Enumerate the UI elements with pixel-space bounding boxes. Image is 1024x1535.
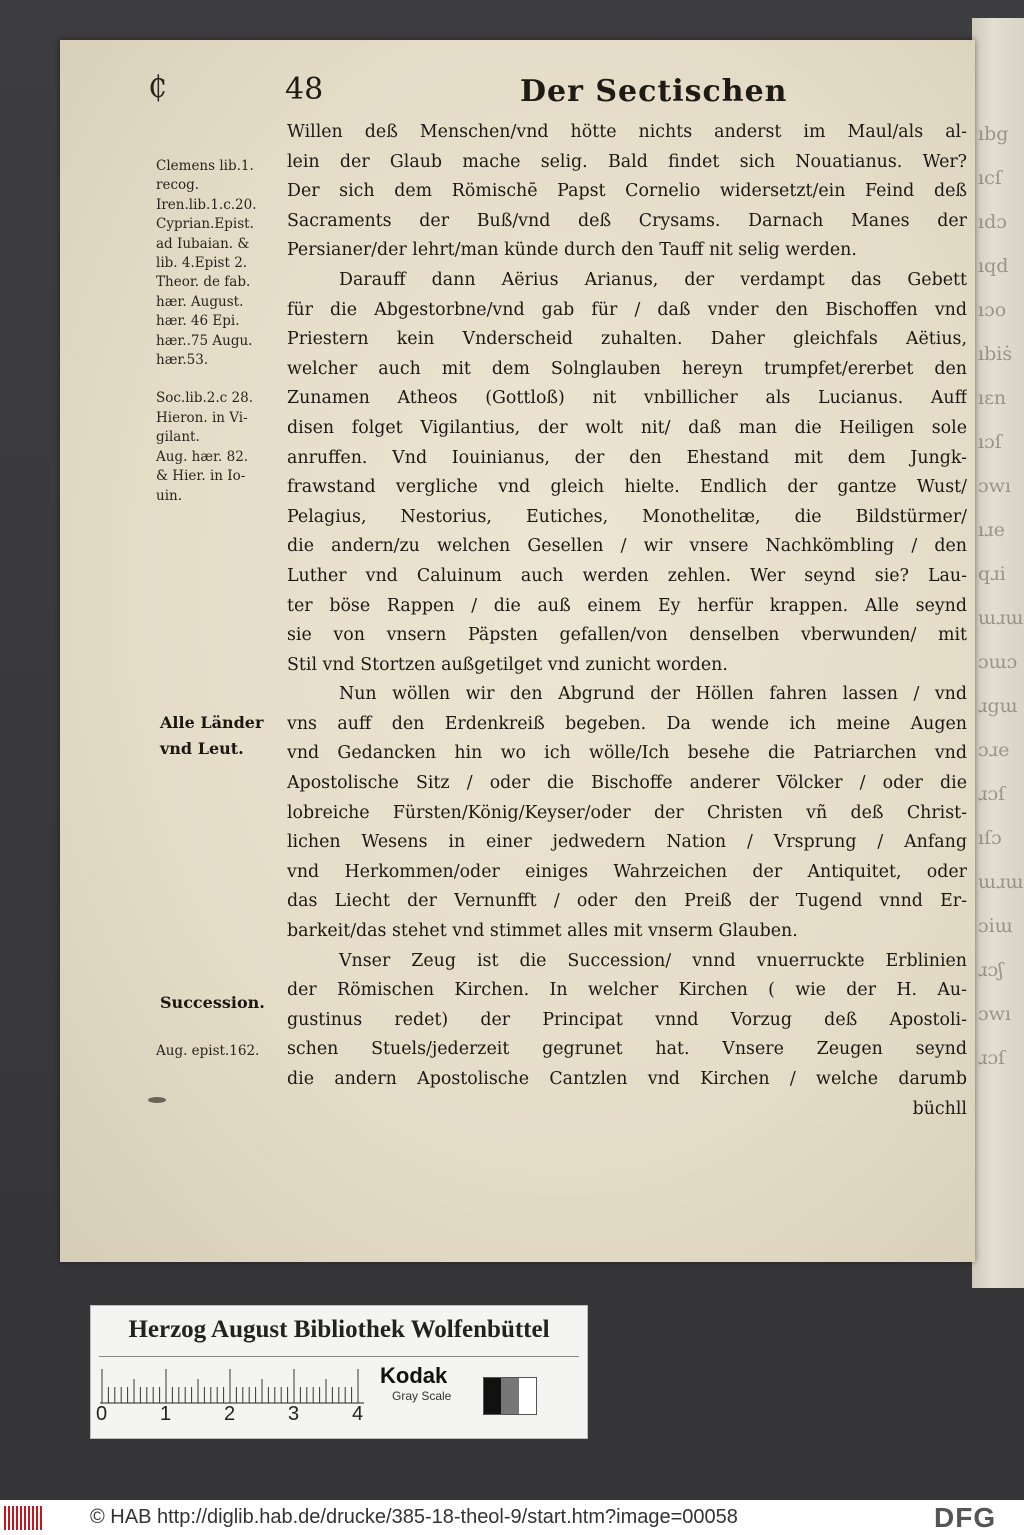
facing-page-fragment: ɔwı [978,1003,1011,1025]
margin-note: Hieron. in Vi- [156,409,248,426]
facing-page-fragment: ɹɔſ [978,1047,1006,1069]
margin-note: Aug. hær. 82. [156,448,249,465]
facing-page-fragment: qɹi [978,563,1006,585]
text-line: ter böse Rappen / die auß einem Ey herfür krappen. Alle seynd [287,595,967,616]
text-line: Stil vnd Stortzen außgetilget vnd zunicht worden. [287,654,728,675]
margin-note: & Hier. in Io- [156,468,246,485]
ruler-label: 4 [352,1403,364,1425]
facing-page-fragment: ɹɔʃ [978,959,1004,981]
measurement-ruler [100,1367,364,1407]
text-line: Apostolische Sitz / oder die Bischoffe anderer Völcker / oder die [287,773,967,794]
text-line: Priestern kein Vnderscheid zuhalten. Daher gleichfals Aëtius, [287,329,967,350]
text-line: vns auff den Erdenkreiß begeben. Da wende ich meine Augen [287,713,967,734]
margin-note: Iren.lib.1.c.20. [156,196,257,213]
facing-page-fragment: ıbiṡ [978,343,1013,365]
text-line: frawstand vergliche vnd gleich hielte. Endlich der gantze Wust/ [287,477,967,498]
text-line: barkeit/das stehet vnd stimmet alles mit vnserm Glauben. [287,921,798,942]
swatch-white [519,1378,536,1414]
margin-note: Theor. de fab. [156,274,251,291]
footer-bar [0,1500,1024,1535]
text-line: welcher auch mit dem Solnglauben hereyn trumpfet/ererbet den [287,358,967,379]
text-line: Pelagius, Nestorius, Eutiches, Monothelitæ, die Bildstürmer/ [287,506,967,527]
facing-page-fragment: ıɔſ [978,431,1002,453]
text-line: Vnser Zeug ist die Succession/ vnnd vnuerruckte Erblinien [339,950,967,971]
text-line: anruffen. Vnd Iouinianus, der den Ehestand mit dem Jungk- [287,447,967,468]
facing-page-fragment: ıdɔ [978,211,1007,233]
gray-scale-label: Gray Scale [392,1389,452,1403]
page-number: 48 [285,72,324,107]
margin-note: Cyprian.Epist. [156,216,254,233]
swatch-gray [501,1378,518,1414]
kodak-label: Kodak [380,1363,448,1388]
ruler-label: 0 [96,1403,108,1425]
ruler-label: 2 [224,1403,236,1425]
facing-page-fragment: ıſɔ [978,827,1002,849]
margin-note: ad Iubaian. & [156,235,250,252]
facing-page-fragment: ıbg [978,123,1009,145]
dfg-logo: DFG [934,1502,997,1533]
text-line: disen folget Vigilantius, der wolt nit/ daß man die Heiligen sole [287,417,967,438]
text-line: Luther vnd Caluinum auch werden zehlen. Wer seynd sie? Lau- [287,565,967,586]
margin-note: hær..75 Augu. [156,332,253,349]
text-line: lichen Wesens in einer jedwedern Nation / Vrsprung / Anfang [287,832,967,853]
card-divider [99,1356,579,1357]
text-line: für die Abgestorbne/vnd gab für / daß vnder den Bischoffen vnd [287,299,967,320]
facing-page-fragment: ɔɹe [978,739,1010,761]
text-line: Willen deß Menschen/vnd hötte nichts anderst im Maul/als al- [287,122,967,142]
facing-page-fragment: ɯɹɯ [978,871,1024,893]
margin-note: Soc.lib.2.c 28. [156,390,253,407]
ink-blot [148,1097,166,1103]
text-line: vnd Gedancken hin wo ich wölle/Ich besehe die Patriarchen vnd [287,743,967,764]
margin-note: recog. [156,177,200,194]
margin-note: Clemens lib.1. [156,158,254,174]
facing-page-strip [972,18,1024,1288]
facing-page-fragment: ɔɯɔ [978,651,1018,673]
hab-logo-icon [4,1506,42,1530]
ruler-label: 1 [160,1403,172,1425]
catchword: büchll [912,1098,967,1119]
facing-page-fragment: ɔwı [978,475,1011,497]
text-line: Nun wöllen wir den Abgrund der Höllen fahren lassen / vnd [339,684,967,705]
facing-page-fragment: ıcſ [978,167,1002,189]
text-line: Persianer/der lehrt/man künde durch den Tauff nit selig werden. [287,240,857,261]
facing-page-fragment: ıɔo [978,299,1007,321]
text-line: vnd Herkommen/oder einiges Wahrzeichen der Antiquitet, oder [287,861,967,882]
gray-scale-swatch [483,1377,537,1415]
text-line: das Liecht der Vernunfft / oder den Preiß der Tugend vnnd Er- [287,891,967,912]
side-heading-line: Alle Länder [160,713,264,732]
text-line: schen Stuels/jederzeit gegrunet hat. Vnsere Zeugen seynd [287,1039,967,1060]
facing-page-fragment: ɹɔſ [978,783,1006,805]
facing-page-fragment: ɔiɯ [978,915,1013,937]
running-head: Der Sectischen [520,74,788,109]
text-line: der Römischen Kirchen. In welcher Kirchen ( wie der H. Au- [287,980,967,1001]
ruler-label: 3 [288,1403,300,1425]
book-page [60,40,975,1262]
text-line: Zunamen Atheos (Gottloß) nit vnbillicher als Lucianus. Auff [287,388,967,409]
text-line: sie von vnsern Päpsten gefallen/von denselben vberwunden/ mit [287,625,967,646]
margin-note: lib. 4.Epist 2. [156,255,248,272]
side-heading-succession: Succession. [160,993,265,1012]
facing-page-fragment: ıɛn [978,387,1007,409]
facing-page-fragment: ıɹe [978,519,1005,541]
text-line: Der sich dem Römischē Papst Cornelio widersetzt/ein Feind deß [287,181,967,202]
text-line: lobreiche Fürsten/König/Keyser/oder der Christen vñ deß Christ- [287,802,967,823]
text-line: die andern/zu welchen Gesellen / wir vnsere Nachkömbling / den [287,536,967,557]
text-line: Sacraments der Buß/vnd deß Crysams. Darnach Manes der [287,210,967,231]
swatch-black [484,1378,501,1414]
margin-notes [156,157,284,506]
side-ref-augustine: Aug. epist.162. [156,1043,260,1059]
margin-gap [156,370,284,389]
text-line: gustinus redet) der Principat vnnd Vorzug deß Apostoli- [287,1009,967,1030]
margin-note: uin. [156,487,182,504]
margin-note: hær.53. [156,352,209,369]
body-text [287,118,967,1124]
card-title: Herzog August Bibliothek Wolfenbüttel [128,1316,550,1343]
facing-page-fragment: ıqd [978,255,1009,277]
side-heading-line: vnd Leut. [160,739,244,758]
facing-page-fragment: ɯɹɯ [978,607,1024,629]
margin-note: hær. August. [156,293,244,310]
footer-copyright-link[interactable]: © HAB http://diglib.hab.de/drucke/385-18-theol-9/start.htm?image=00058 [90,1506,738,1528]
corner-mark: ₵ [148,70,168,105]
margin-note: hær. 46 Epi. [156,313,240,330]
side-heading-alle-laender [160,710,263,762]
margin-note: gilant. [156,429,200,446]
facing-page-fragment: ɹgɯ [978,695,1018,717]
text-line: die andern Apostolische Cantzlen vnd Kirchen / welche darumb [287,1069,967,1089]
text-line: Darauff dann Aërius Arianus, der verdampt das Gebett [339,269,967,290]
text-line: lein der Glaub mache selig. Bald findet sich Nouatianus. Wer? [287,151,967,172]
